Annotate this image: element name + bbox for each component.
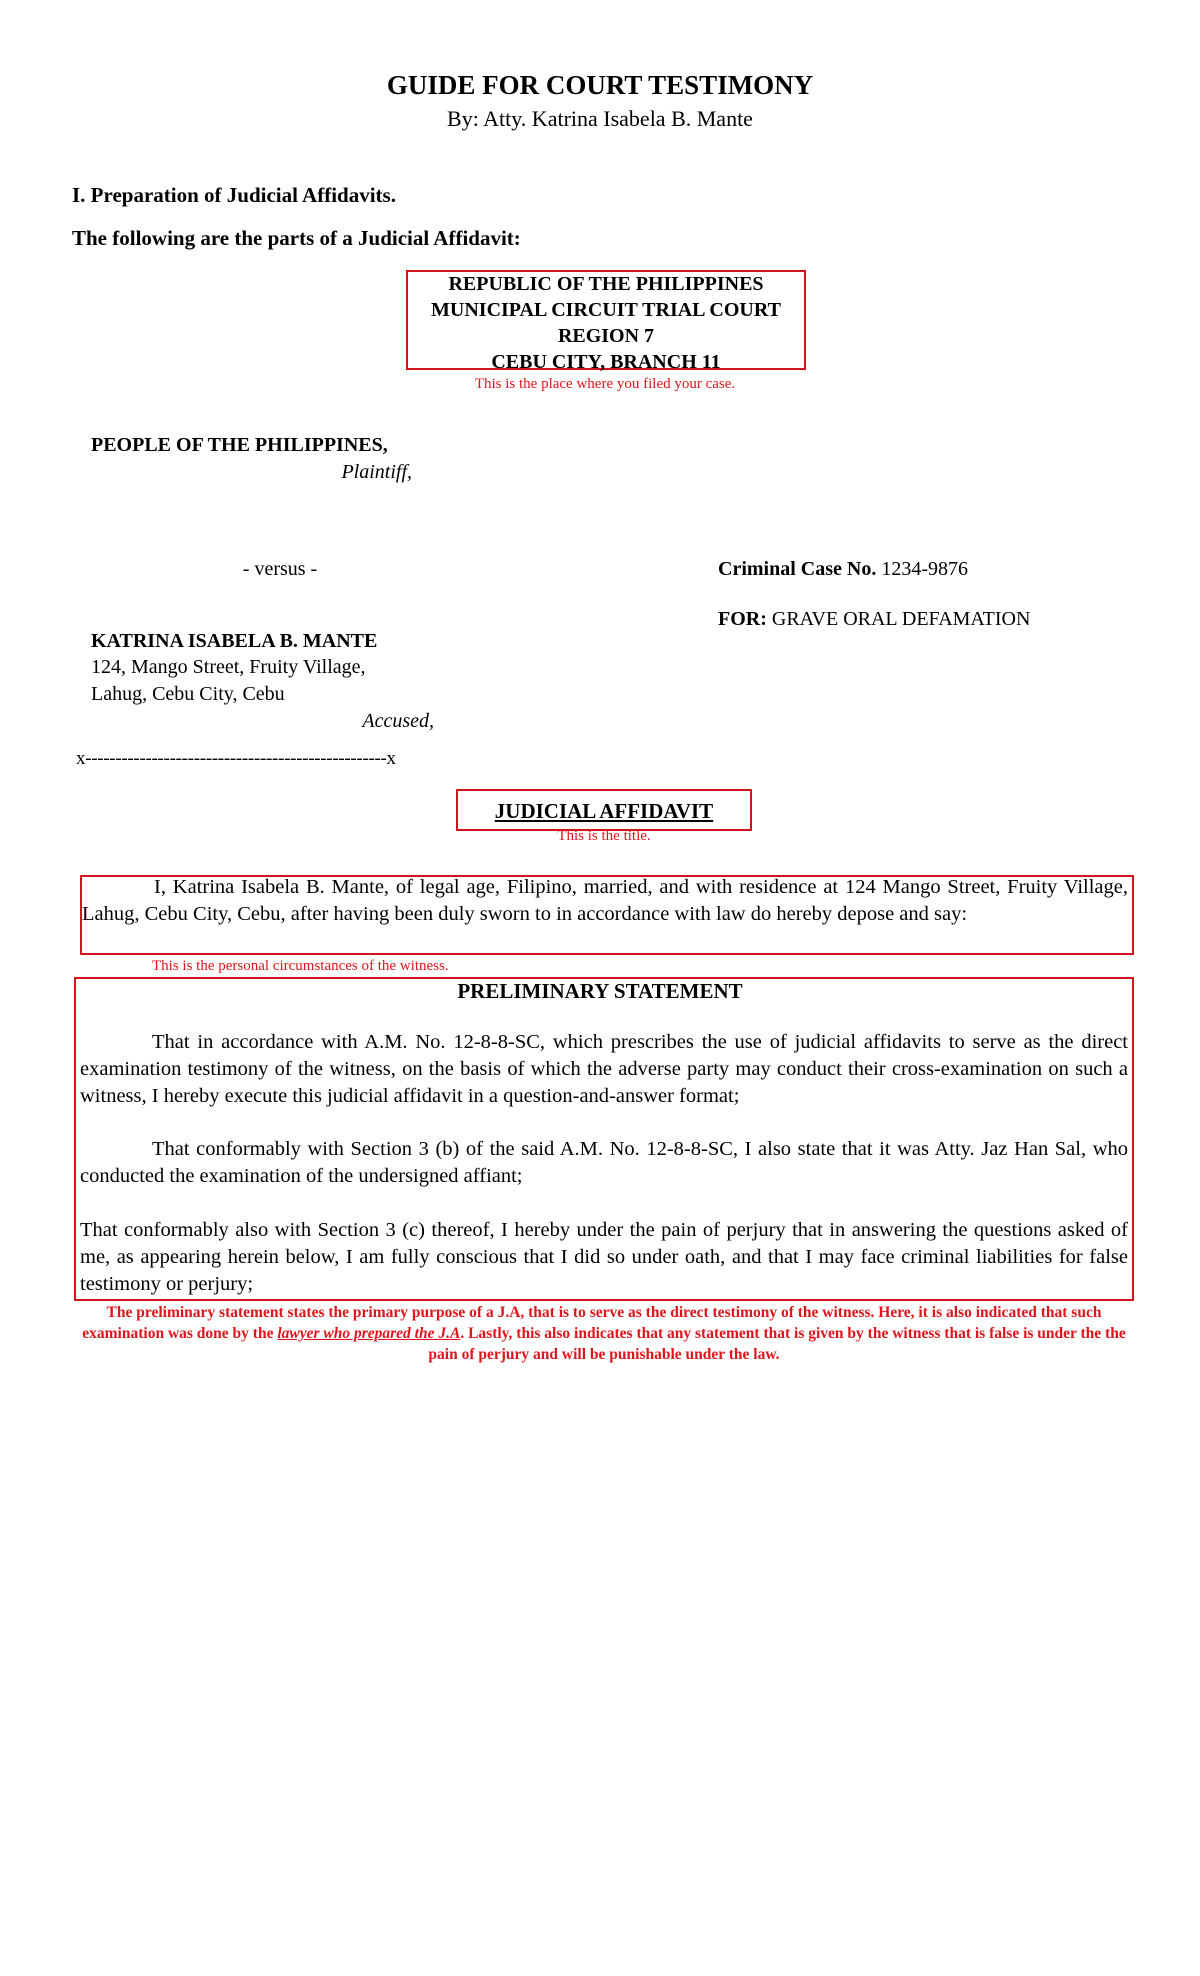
court-line-court: MUNICIPAL CIRCUIT TRIAL COURT	[431, 299, 781, 321]
parts-heading: The following are the parts of a Judicial Affidavit:	[72, 226, 521, 250]
accused-address-line-1: 124, Mango Street, Fruity Village,	[91, 656, 366, 678]
personal-circumstances-note: This is the personal circumstances of the witness.	[152, 958, 449, 974]
author-byline: By: Atty. Katrina Isabela B. Mante	[447, 106, 753, 131]
plaintiff-role: Plaintiff,	[341, 461, 412, 483]
preliminary-note-part-b: . Lastly, this also indicates that any statement that is given by the witness that is false is under the the pain of perjury and will be punishable under the law.	[428, 1325, 1126, 1363]
court-header	[400, 271, 812, 375]
document-title: GUIDE FOR COURT TESTIMONY	[386, 70, 814, 100]
preliminary-statement-note	[80, 1302, 1128, 1365]
plaintiff-name: PEOPLE OF THE PHILIPPINES,	[91, 434, 388, 456]
accused-name: KATRINA ISABELA B. MANTE	[91, 630, 378, 652]
court-line-branch: CEBU CITY, BRANCH 11	[491, 351, 721, 373]
affidavit-title: JUDICIAL AFFIDAVIT	[494, 799, 714, 823]
court-line-republic: REPUBLIC OF THE PHILIPPINES	[448, 273, 764, 295]
case-number-value: 1234-9876	[881, 558, 968, 580]
offense-label: FOR:	[718, 608, 767, 630]
case-number-line	[718, 558, 968, 581]
case-number-label: Criminal Case No.	[718, 558, 877, 580]
title-annotation-note: This is the title.	[557, 828, 651, 844]
offense-value: GRAVE ORAL DEFAMATION	[771, 608, 1031, 630]
preliminary-statement-heading: PRELIMINARY STATEMENT	[457, 979, 743, 1003]
preliminary-paragraph-2: That conformably with Section 3 (b) of the said A.M. No. 12-8-8-SC, I also state that it was Atty. Jaz Han Sal, who conducted the examination of the undersigned affiant;	[80, 1138, 1128, 1187]
preliminary-paragraph-3: That conformably also with Section 3 (c) thereof, I hereby under the pain of perjury that in answering the questions asked of me, as appearing herein below, I am fully conscious that I did so under oath, and that I may face criminal liabilities for false testimony or perjury;	[80, 1219, 1128, 1295]
personal-circumstances-text: I, Katrina Isabela B. Mante, of legal age, Filipino, married, and with residence at 124 Mango Street, Fruity Village, Lahug, Cebu City, Cebu, after having been duly sworn to in accordance with law do hereby depose and say:	[82, 876, 1128, 925]
offense-line	[718, 608, 1030, 631]
caption-separator: x--------------------------------------------------x	[76, 748, 396, 769]
preliminary-paragraph-1: That in accordance with A.M. No. 12-8-8-SC, which prescribes the use of judicial affidavits to serve as the direct examination testimony of the witness, on the basis of which the adverse party may conduct their cross-examination on such a witness, I hereby execute this judicial affidavit in a question-and-answer format;	[80, 1031, 1128, 1107]
section-heading: I. Preparation of Judicial Affidavits.	[72, 183, 396, 207]
versus-text: - versus -	[242, 558, 318, 580]
court-annotation-note: This is the place where you filed your case.	[474, 376, 736, 392]
preliminary-note-part-a: The preliminary statement states the primary purpose of a J.A, that is to serve as the direct testimony of the witness. Here, it is also indicated that such examination was done by the	[82, 1304, 1102, 1342]
accused-address-line-2: Lahug, Cebu City, Cebu	[91, 683, 285, 705]
accused-role: Accused,	[362, 710, 434, 732]
court-line-region: REGION 7	[557, 325, 655, 347]
preliminary-note-emphasis: lawyer who prepared the J.A	[277, 1325, 461, 1342]
